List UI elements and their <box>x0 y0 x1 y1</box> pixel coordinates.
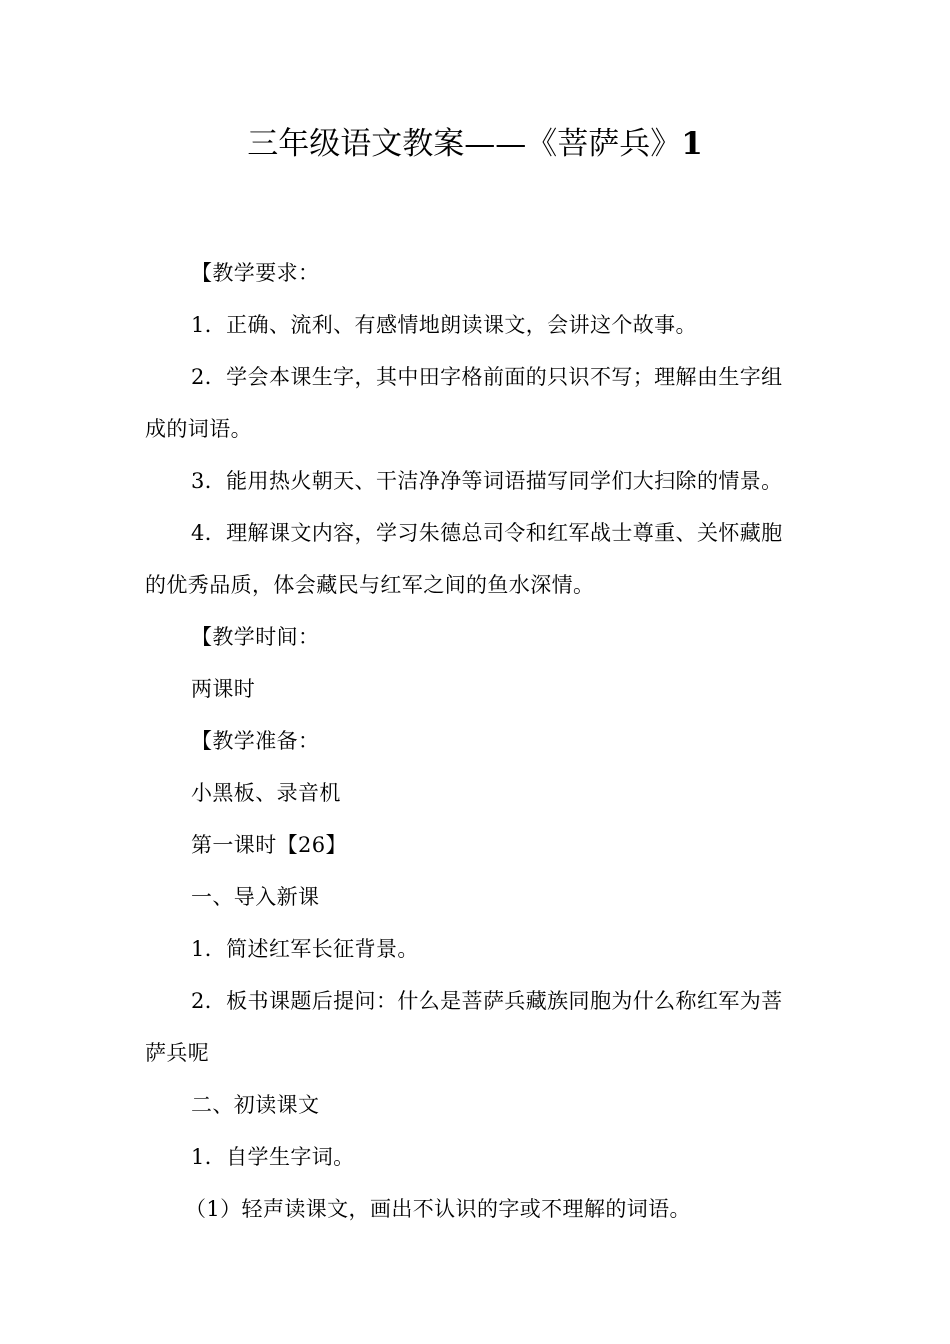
document-body <box>145 247 810 1235</box>
step-one-item-1: 1．简述红军长征背景。 <box>191 937 419 961</box>
step-one-heading: 一、导入新课 <box>191 885 320 909</box>
requirement-item-1: 1．正确、流利、有感情地朗读课文，会讲这个故事。 <box>191 313 697 337</box>
section-heading-requirements: 【教学要求： <box>191 261 320 285</box>
step-one-item-2-continued: 萨兵呢 <box>145 1041 210 1065</box>
requirement-item-2: 2．学会本课生字，其中田字格前面的只识不写；理解由生字组 <box>191 365 783 389</box>
document-title-text: 三年级语文教案——《菩萨兵》 <box>247 126 682 162</box>
document-title <box>0 122 950 166</box>
step-two-heading: 二、初读课文 <box>191 1093 320 1117</box>
lesson-one-heading: 第一课时【26】 <box>191 833 347 857</box>
requirement-item-4-continued: 的优秀品质，体会藏民与红军之间的鱼水深情。 <box>145 573 595 597</box>
time-value: 两课时 <box>191 677 256 701</box>
section-heading-preparation: 【教学准备： <box>191 729 320 753</box>
requirement-item-2-continued: 成的词语。 <box>145 417 252 441</box>
step-two-item-1: 1．自学生字词。 <box>191 1145 355 1169</box>
requirement-item-4: 4．理解课文内容，学习朱德总司令和红军战士尊重、关怀藏胞 <box>191 521 783 545</box>
section-heading-time: 【教学时间： <box>191 625 320 649</box>
requirement-item-3: 3．能用热火朝天、干洁净净等词语描写同学们大扫除的情景。 <box>191 469 783 493</box>
step-one-item-2: 2．板书课题后提问：什么是菩萨兵藏族同胞为什么称红军为菩 <box>191 989 783 1013</box>
preparation-value: 小黑板、录音机 <box>191 781 341 805</box>
document-title-number: 1 <box>681 126 703 162</box>
step-two-subitem-1: （1）轻声读课文，画出不认识的字或不理解的词语。 <box>185 1197 691 1221</box>
